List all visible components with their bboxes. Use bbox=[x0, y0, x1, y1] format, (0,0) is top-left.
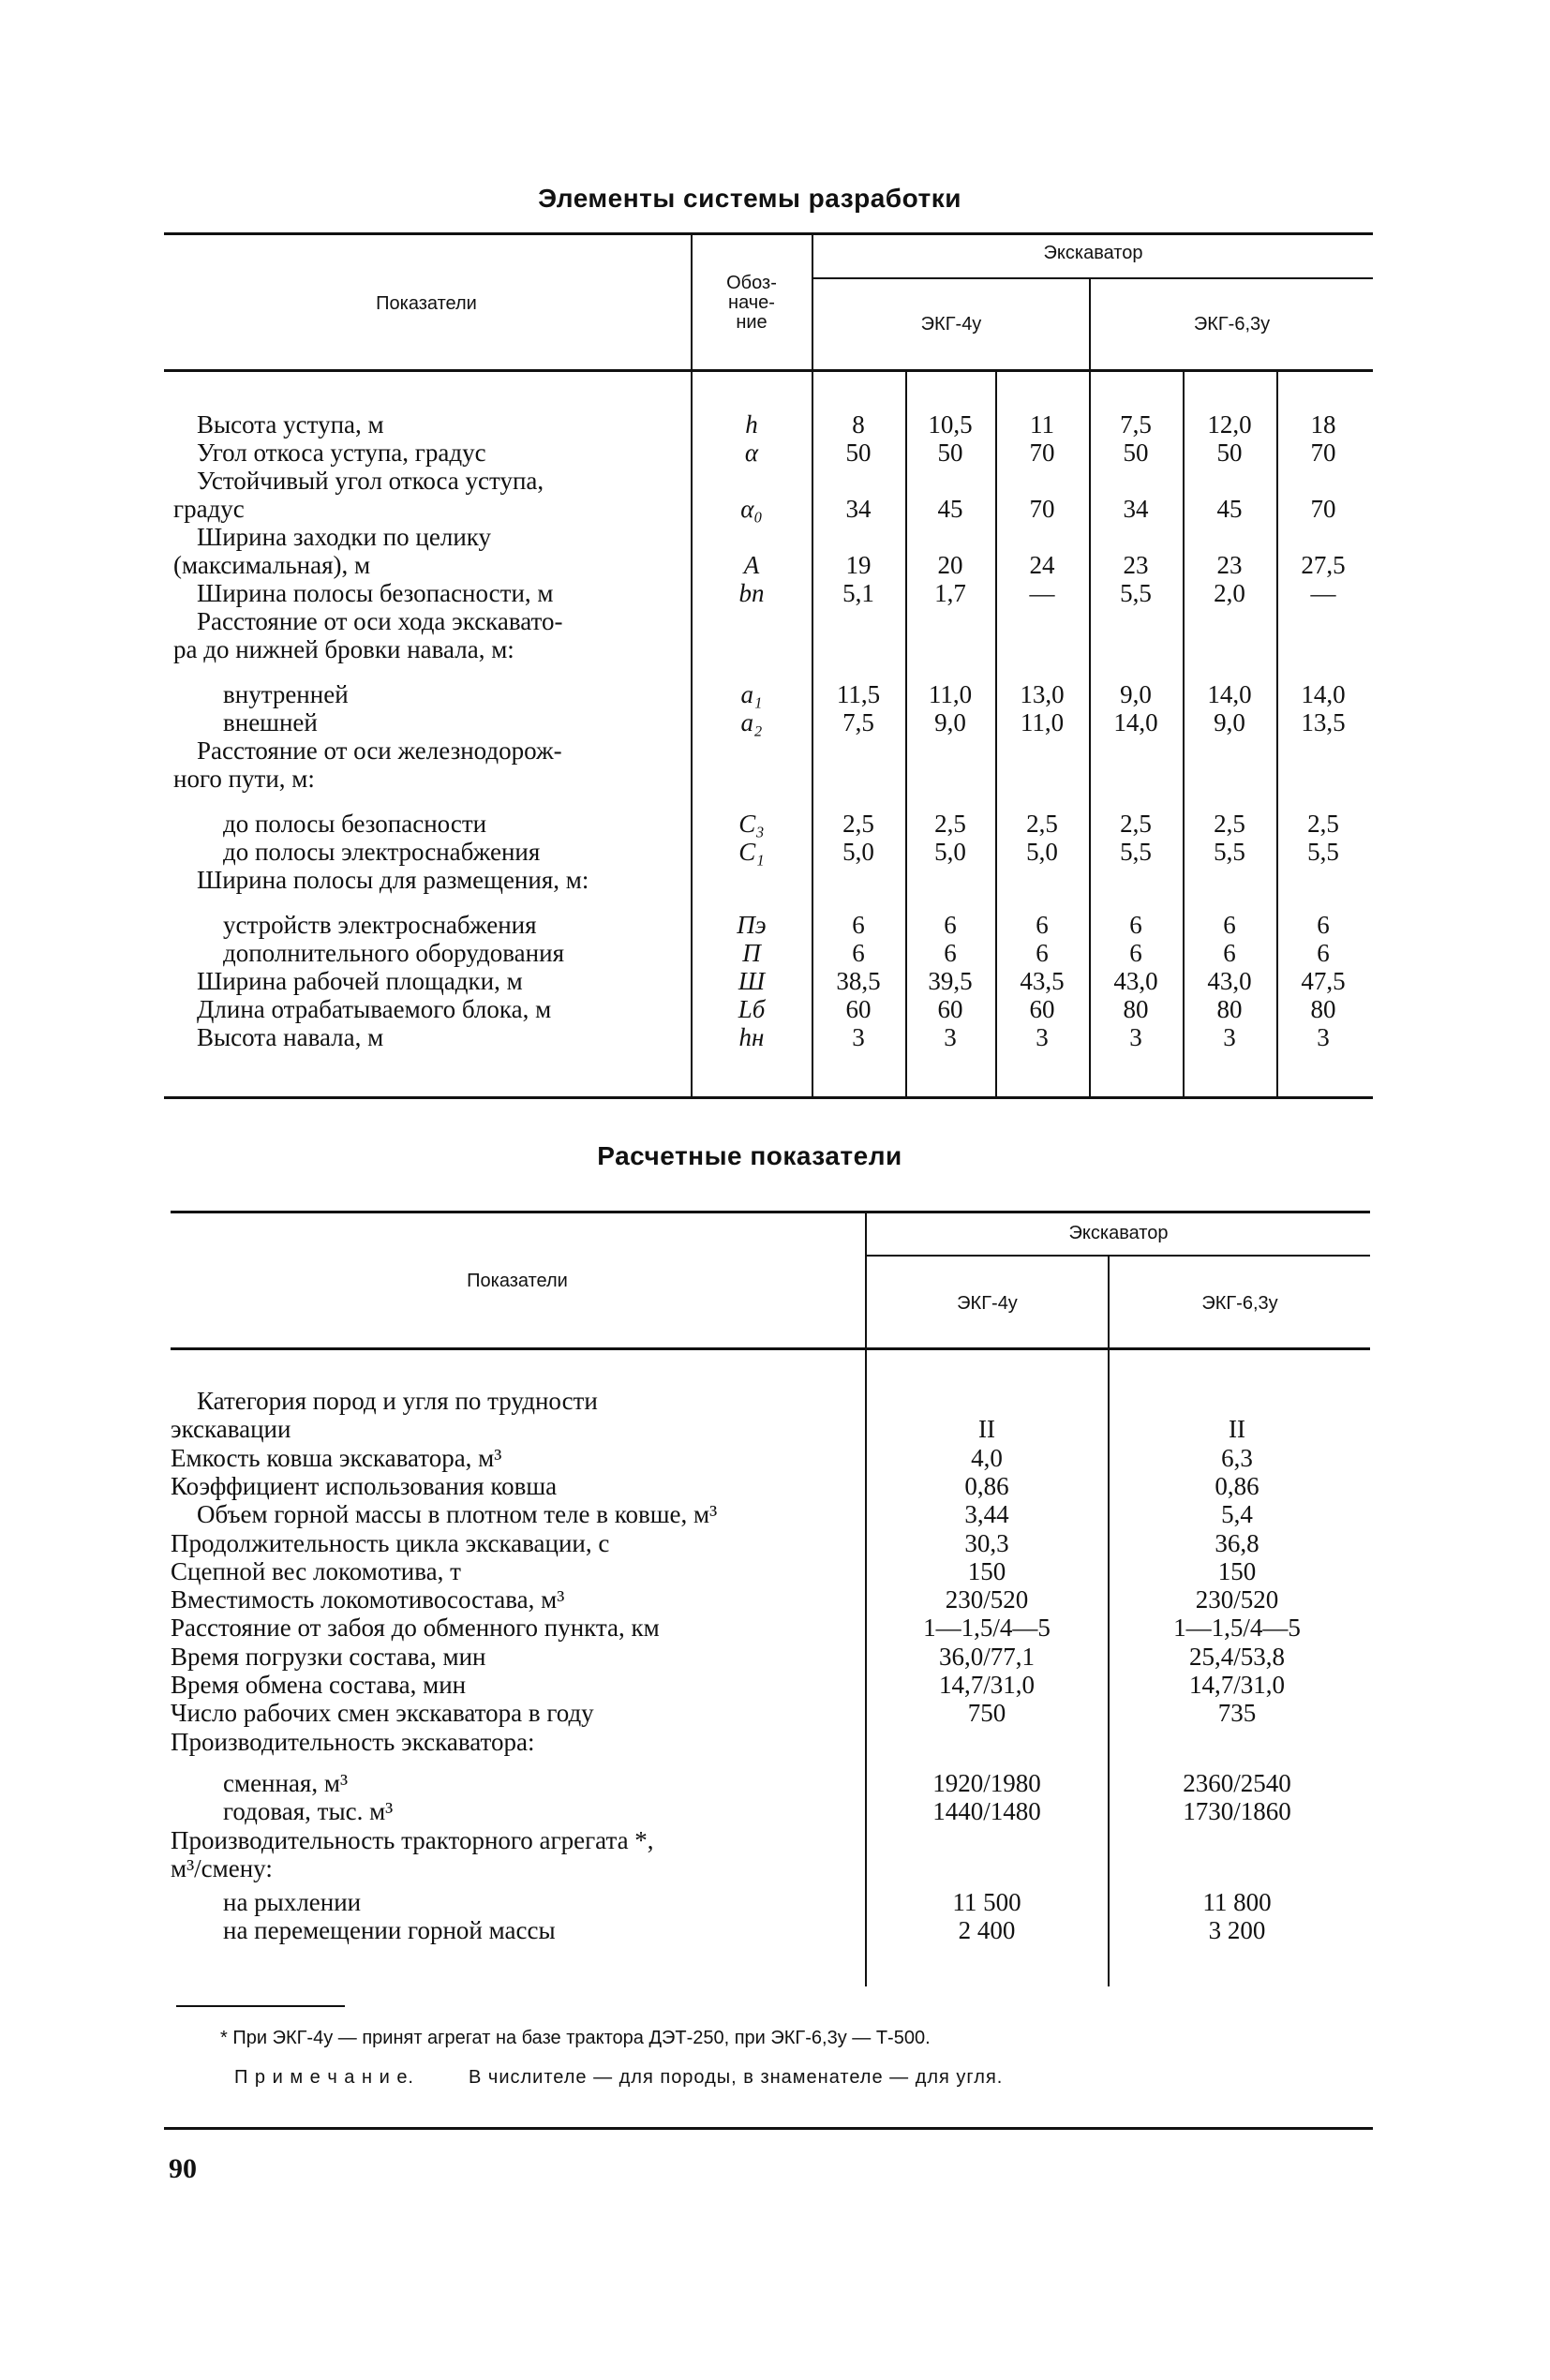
table2-row-label: на рыхлении bbox=[223, 1888, 362, 1917]
table2-row-label: м³/смену: bbox=[171, 1853, 273, 1882]
table1-cell: 34 bbox=[845, 495, 872, 523]
table1-cell: 6 bbox=[852, 939, 865, 967]
table1-cell: 5,0 bbox=[934, 838, 966, 866]
table2-row-label: Время погрузки состава, мин bbox=[171, 1642, 486, 1671]
table1-cell: 11,0 bbox=[1020, 708, 1065, 736]
table1-row-symbol: Пэ bbox=[737, 911, 767, 939]
table2-cell: 1920/1980 bbox=[932, 1768, 1041, 1797]
table1-cell: 2,5 bbox=[842, 810, 874, 838]
table1-cell: 6 bbox=[1317, 939, 1330, 967]
table1-cell: 6 bbox=[1036, 939, 1049, 967]
table2-header-rule bbox=[171, 1347, 1370, 1350]
table2-cell: 2360/2540 bbox=[1183, 1768, 1291, 1797]
table1-row-symbol: α bbox=[744, 439, 759, 467]
table1-cell: 3 bbox=[944, 1023, 957, 1051]
table2-row-label: Коэффициент использования ковша bbox=[171, 1471, 558, 1500]
table1-cell: 18 bbox=[1310, 410, 1336, 439]
table1-cell: 5,5 bbox=[1120, 579, 1152, 607]
table2-col-divider-2 bbox=[1108, 1257, 1110, 1986]
table1-row-symbol: C₁ bbox=[738, 838, 765, 866]
table2-top-rule bbox=[171, 1211, 1370, 1213]
table1-cell: 5,5 bbox=[1120, 838, 1152, 866]
table1-row-label: внутренней bbox=[223, 680, 349, 708]
table1-cell: 50 bbox=[937, 439, 963, 467]
table1-row-symbol: A bbox=[743, 551, 760, 579]
table2-row-label: Расстояние от забоя до обменного пункта, км bbox=[171, 1614, 660, 1643]
table2-cell: 0,86 bbox=[964, 1471, 1009, 1500]
table1-row-symbol: C₃ bbox=[738, 810, 765, 838]
table1-cell: 50 bbox=[1216, 439, 1243, 467]
table1-row-label: Высота уступа, м bbox=[197, 410, 384, 439]
table1-cell: 60 bbox=[845, 995, 872, 1023]
table1-row-label: до полосы безопасности bbox=[223, 810, 487, 838]
table2-cell: 735 bbox=[1217, 1699, 1257, 1728]
table1-cell: 6 bbox=[1223, 939, 1236, 967]
table2-row-label: Производительность экскаватора: bbox=[171, 1727, 535, 1756]
table1-cell: 23 bbox=[1123, 551, 1149, 579]
table2-row-label: сменная, м³ bbox=[223, 1768, 349, 1797]
table1-cell: 2,5 bbox=[934, 810, 966, 838]
table1-cell: 60 bbox=[937, 995, 963, 1023]
table1-header-indicators: Показатели bbox=[376, 293, 477, 314]
table2-row-label: Емкость ковша экскаватора, м³ bbox=[171, 1443, 502, 1472]
table1-row-label: внешней bbox=[223, 708, 318, 736]
table1-col-divider-7 bbox=[1276, 371, 1278, 1096]
table2-cell: 150 bbox=[967, 1556, 1006, 1585]
table1-row-label: Ширина полосы безопасности, м bbox=[197, 579, 554, 607]
table1-row-label: Расстояние от оси хода экскавато- bbox=[197, 607, 563, 635]
table1-row-symbol: Lб bbox=[738, 995, 766, 1023]
table1-cell: 10,5 bbox=[928, 410, 973, 439]
table1-row-symbol: hн bbox=[738, 1023, 765, 1051]
table2-cell: 230/520 bbox=[945, 1585, 1029, 1614]
table1-cell: 12,0 bbox=[1207, 410, 1252, 439]
table1-cell: 6 bbox=[1223, 911, 1236, 939]
table1-cell: 24 bbox=[1029, 551, 1055, 579]
table1-cell: 45 bbox=[937, 495, 963, 523]
table1-row-symbol: Ш bbox=[738, 967, 766, 995]
table2-row-label: Вместимость локомотивосостава, м³ bbox=[171, 1585, 565, 1614]
table2-cell: 36,0/77,1 bbox=[938, 1642, 1035, 1671]
table1-cell: 70 bbox=[1310, 439, 1336, 467]
table1-header-designation: Обоз- наче- ние bbox=[726, 273, 777, 333]
table1-header-model1: ЭКГ-4у bbox=[920, 314, 982, 335]
table2-cell: 2 400 bbox=[958, 1916, 1016, 1945]
table1-cell: 70 bbox=[1029, 495, 1055, 523]
table1-cell: 6 bbox=[1129, 911, 1142, 939]
table2-row-label: экскавации bbox=[171, 1415, 291, 1444]
table2-header-indicators: Показатели bbox=[467, 1271, 568, 1291]
table1-cell: 45 bbox=[1216, 495, 1243, 523]
footnote-note-text: В числителе — для породы, в знаменателе — для угля. bbox=[469, 2067, 1004, 2088]
table1-cell: 6 bbox=[852, 911, 865, 939]
table1-cell: 5,5 bbox=[1214, 838, 1245, 866]
table1-row-label-continued: (максимальная), м bbox=[173, 551, 371, 579]
table1-cell: 43,0 bbox=[1207, 967, 1252, 995]
table1-col-divider-3 bbox=[1089, 277, 1091, 1096]
table1-row-label: дополнительного оборудования bbox=[223, 939, 564, 967]
table2-cell: 5,4 bbox=[1221, 1500, 1253, 1529]
table2-cell: 30,3 bbox=[964, 1528, 1009, 1557]
table1-row-symbol: h bbox=[745, 410, 758, 439]
table2-cell: 36,8 bbox=[1215, 1528, 1259, 1557]
table1-cell: 9,0 bbox=[1214, 708, 1245, 736]
table1-bottom-rule bbox=[164, 1096, 1373, 1099]
table1-col-divider-1 bbox=[691, 234, 693, 1096]
table2-cell: 11 800 bbox=[1202, 1888, 1272, 1917]
table1-col-divider-6 bbox=[1183, 371, 1185, 1096]
table2-cell: 1—1,5/4—5 bbox=[1173, 1614, 1301, 1643]
table2-row-label: Сцепной вес локомотива, т bbox=[171, 1556, 461, 1585]
footnote-rule bbox=[176, 2005, 345, 2007]
table1-row-label: Длина отрабатываемого блока, м bbox=[197, 995, 552, 1023]
table1-header-rule bbox=[164, 369, 1373, 372]
table1-cell: 43,5 bbox=[1020, 967, 1065, 995]
table1-cell: 20 bbox=[937, 551, 963, 579]
table1-cell: 80 bbox=[1310, 995, 1336, 1023]
table1-cell: 34 bbox=[1123, 495, 1149, 523]
table1-cell: 3 bbox=[1036, 1023, 1049, 1051]
table1-row-symbol: α₀ bbox=[740, 495, 763, 523]
table1-cell: 50 bbox=[1123, 439, 1149, 467]
table1-cell: — bbox=[1029, 579, 1055, 607]
table2-cell: 1440/1480 bbox=[932, 1797, 1041, 1826]
table1-row-symbol: П bbox=[742, 939, 761, 967]
table1-row-label-continued: ного пути, м: bbox=[173, 765, 315, 793]
table2-header-model1: ЭКГ-4у bbox=[957, 1293, 1018, 1314]
table2-row-label: Время обмена состава, мин bbox=[171, 1671, 467, 1699]
page-bottom-rule bbox=[164, 2127, 1373, 2130]
table1-excavator-rule bbox=[813, 277, 1373, 279]
page-number: 90 bbox=[169, 2153, 197, 2184]
table2-cell: 11 500 bbox=[952, 1888, 1021, 1917]
table1-col-divider-2 bbox=[812, 234, 813, 1096]
table1-header-excavator: Экскаватор bbox=[1043, 243, 1143, 263]
table1-cell: 38,5 bbox=[836, 967, 881, 995]
table1-cell: 13,5 bbox=[1301, 708, 1346, 736]
table1-cell: 7,5 bbox=[1120, 410, 1152, 439]
table1-cell: 11,5 bbox=[836, 680, 881, 708]
table2-cell: 750 bbox=[967, 1699, 1006, 1728]
table1-header-model2: ЭКГ-6,3у bbox=[1193, 314, 1271, 335]
table1-cell: 14,0 bbox=[1207, 680, 1252, 708]
table1-cell: 1,7 bbox=[934, 579, 966, 607]
table1-cell: 2,5 bbox=[1214, 810, 1245, 838]
table1-cell: 60 bbox=[1029, 995, 1055, 1023]
table1-row-label: до полосы электроснабжения bbox=[223, 838, 541, 866]
table2-row-label: Продолжительность цикла экскавации, с bbox=[171, 1528, 610, 1557]
table2-cell: 0,86 bbox=[1215, 1471, 1259, 1500]
table1-cell: 5,1 bbox=[842, 579, 874, 607]
table1-row-label-continued: градус bbox=[173, 495, 245, 523]
table1-top-rule bbox=[164, 232, 1373, 235]
table1-cell: 3 bbox=[1223, 1023, 1236, 1051]
table1-cell: 5,0 bbox=[842, 838, 874, 866]
table1-cell: 9,0 bbox=[1120, 680, 1152, 708]
table2-cell: 6,3 bbox=[1221, 1443, 1253, 1472]
table2-header-excavator: Экскаватор bbox=[1068, 1223, 1169, 1243]
table2-cell: 14,7/31,0 bbox=[938, 1671, 1035, 1699]
table2-excavator-rule bbox=[867, 1255, 1370, 1257]
table1-col-divider-4 bbox=[905, 371, 907, 1096]
table2-cell: II bbox=[978, 1415, 995, 1444]
table1-cell: — bbox=[1310, 579, 1336, 607]
table2-cell: 1—1,5/4—5 bbox=[923, 1614, 1051, 1643]
table1-cell: 6 bbox=[1317, 911, 1330, 939]
table1-cell: 14,0 bbox=[1301, 680, 1346, 708]
table1-row-label: Расстояние от оси железнодорож- bbox=[197, 736, 562, 765]
table1-cell: 5,5 bbox=[1307, 838, 1339, 866]
table2-cell: 3,44 bbox=[964, 1500, 1009, 1529]
table1-cell: 6 bbox=[1036, 911, 1049, 939]
table2-row-label: Число рабочих смен экскаватора в году bbox=[171, 1699, 594, 1728]
table1-cell: 70 bbox=[1310, 495, 1336, 523]
table2-row-label: Производительность тракторного агрегата *, bbox=[171, 1825, 654, 1854]
table1-cell: 6 bbox=[944, 911, 957, 939]
table1-row-label: устройств электроснабжения bbox=[223, 911, 537, 939]
table2-cell: 1730/1860 bbox=[1183, 1797, 1291, 1826]
table2-row-label: Объем горной массы в плотном теле в ковше, м³ bbox=[197, 1500, 718, 1529]
table2-header-model2: ЭКГ-6,3у bbox=[1201, 1293, 1278, 1314]
table1-row-label-continued: ра до нижней бровки навала, м: bbox=[173, 635, 514, 663]
table1-cell: 43,0 bbox=[1113, 967, 1158, 995]
footnote-1: * При ЭКГ-4у — принят агрегат на базе трактора ДЭТ-250, при ЭКГ-6,3у — Т-500. bbox=[220, 2028, 931, 2048]
table1-cell: 50 bbox=[845, 439, 872, 467]
table1-row-label: Высота навала, м bbox=[197, 1023, 384, 1051]
table2-cell: II bbox=[1229, 1415, 1245, 1444]
table2-row-label: годовая, тыс. м³ bbox=[223, 1797, 394, 1826]
table2-row-label: на перемещении горной массы bbox=[223, 1916, 556, 1945]
table2-cell: 3 200 bbox=[1208, 1916, 1266, 1945]
table1-cell: 13,0 bbox=[1020, 680, 1065, 708]
table1-cell: 80 bbox=[1123, 995, 1149, 1023]
table1-cell: 2,5 bbox=[1120, 810, 1152, 838]
table1-cell: 47,5 bbox=[1301, 967, 1346, 995]
table1-cell: 3 bbox=[852, 1023, 865, 1051]
table1-cell: 7,5 bbox=[842, 708, 874, 736]
table1-cell: 11,0 bbox=[928, 680, 973, 708]
table2-cell: 25,4/53,8 bbox=[1188, 1642, 1285, 1671]
table1-row-symbol: a₁ bbox=[740, 680, 763, 708]
table1-row-symbol: bп bbox=[738, 579, 765, 607]
table1-cell: 2,5 bbox=[1307, 810, 1339, 838]
table1-cell: 14,0 bbox=[1113, 708, 1158, 736]
table1-cell: 39,5 bbox=[928, 967, 973, 995]
table1-cell: 19 bbox=[845, 551, 872, 579]
table1-cell: 11 bbox=[1030, 410, 1054, 439]
table1-cell: 3 bbox=[1129, 1023, 1142, 1051]
table1-row-symbol: a₂ bbox=[740, 708, 763, 736]
table1-cell: 8 bbox=[852, 410, 865, 439]
table1-cell: 27,5 bbox=[1301, 551, 1346, 579]
table1-cell: 9,0 bbox=[934, 708, 966, 736]
table2-col-divider-1 bbox=[865, 1212, 867, 1986]
table1-cell: 2,0 bbox=[1214, 579, 1245, 607]
table1-cell: 23 bbox=[1216, 551, 1243, 579]
table1-col-divider-5 bbox=[995, 371, 997, 1096]
table1-cell: 80 bbox=[1216, 995, 1243, 1023]
table2-cell: 14,7/31,0 bbox=[1188, 1671, 1285, 1699]
table1-cell: 6 bbox=[944, 939, 957, 967]
table1-row-label: Угол откоса уступа, градус bbox=[197, 439, 486, 467]
table1-row-label: Ширина рабочей площадки, м bbox=[197, 967, 523, 995]
table2-cell: 4,0 bbox=[971, 1443, 1003, 1472]
table1-row-label: Устойчивый угол откоса уступа, bbox=[197, 467, 544, 495]
table2-title: Расчетные показатели bbox=[597, 1141, 902, 1170]
table1-cell: 70 bbox=[1029, 439, 1055, 467]
table2-cell: 230/520 bbox=[1195, 1585, 1279, 1614]
table1-row-label: Ширина полосы для размещения, м: bbox=[197, 866, 589, 894]
table2-cell: 150 bbox=[1217, 1556, 1257, 1585]
table1-cell: 6 bbox=[1129, 939, 1142, 967]
table1-cell: 3 bbox=[1317, 1023, 1330, 1051]
footnote-note-label: П р и м е ч а н и е. bbox=[234, 2067, 414, 2088]
table1-title: Элементы системы разработки bbox=[538, 184, 961, 213]
table1-cell: 5,0 bbox=[1026, 838, 1058, 866]
table1-cell: 2,5 bbox=[1026, 810, 1058, 838]
table2-row-label: Категория пород и угля по трудности bbox=[197, 1387, 598, 1415]
table1-row-label: Ширина заходки по целику bbox=[197, 523, 492, 551]
